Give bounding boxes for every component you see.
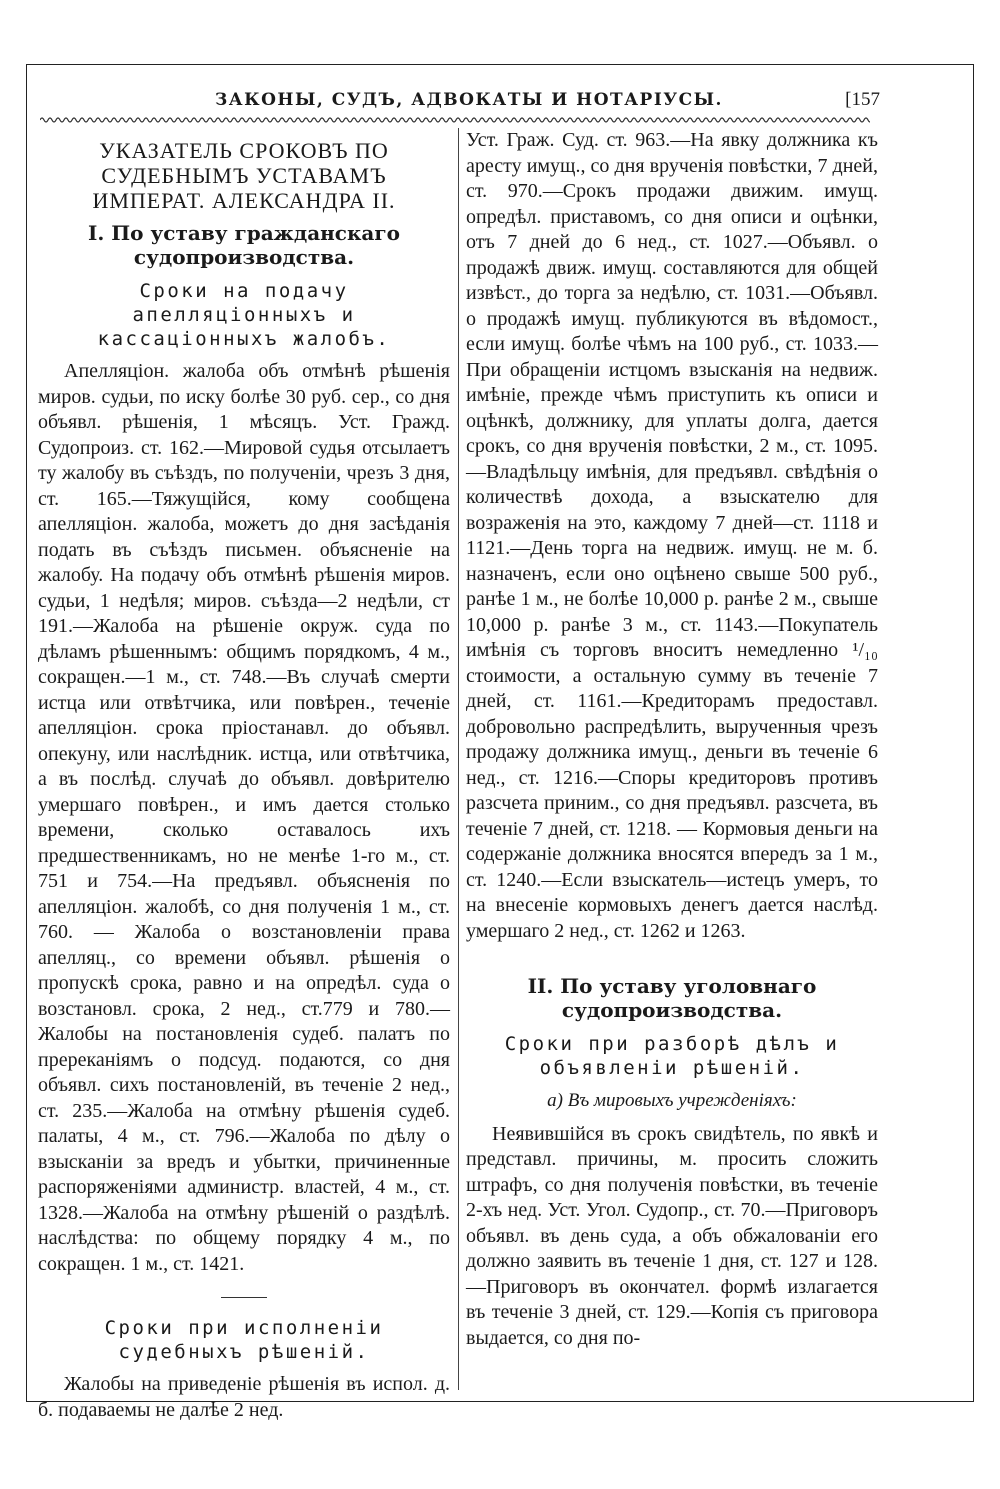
appeals-text: Апелляціон. жалоба объ отмѣнѣ рѣшенія миров. судьи, по иску болѣе 30 руб. сер., со дня объявл. рѣшенія, 1 мѣсяцъ. Уст. Гражд. Судопроиз. ст. 162.—Мировой судья отсылаетъ ту жалобу въ съѣздъ, по полученіи, чрезъ 3 дня, ст. 165.—Тяжущійся, кому сообщена апелляціон. жалоба, можетъ до дня засѣданія подать въ съѣздъ письмен. объясненіе на жалобу. На подачу объ отмѣнѣ рѣшенія миров. судьи, 1 недѣля; миров. съѣзда—2 недѣли, ст 191.—Жалоба на рѣшеніе окруж. суда по дѣламъ рѣшеннымъ: общимъ порядкомъ, 4 м., сокращен.—1 м., ст. 748.—Въ случаѣ смерти истца или отвѣтчика, или повѣрен., теченіе апелляціон. срока пріостанавл. до объявл. опекуну, или наслѣдник. истца, или отвѣтчика, а въ послѣд. случаѣ до объявл. довѣрителю умершаго повѣрен., и имъ дается столько времени, сколько оставалось ихъ предшественникамъ, но не менѣе 1-го м., ст. 751 и 754.—На предъявл. объясненія по апелляціон. жалобѣ, со дня полученія 1 м., ст. 760. — Жалоба о возстановленіи права апелляц., со времени объявл. рѣшенія о пропускѣ срока, равно и на опредѣл. суда о возстановл. срока, 2 нед., ст.779 и 780.—Жалобы на постановленія судеб. палатъ по пререканіямъ о подсуд. подаются, со дня объявл. сихъ постановленій, въ теченіе 2 нед., ст. 235.—Жалоба на отмѣну рѣшенія судеб. палаты, 4 м., ст. 796.—Жалоба по дѣлу о взысканіи за вредъ и убытки, причиненные распоряженіями администр. властей, 4 м., ст. 1328.—Жалоба на отмѣну рѣшеній о раздѣлѣ. наслѣдства: по общему порядку 4 м., по сокращен. 1 м., ст. 1421. (38, 360, 450, 1275)
section-separator (221, 1297, 267, 1298)
trial-heading: Сроки при разборѣ дѣлъ и объявленіи рѣшеній. (504, 1033, 840, 1079)
column-divider (458, 128, 459, 1390)
appeals-heading: Сроки на подачу апелляціонныхъ и кассаціонныхъ жалобъ. (97, 280, 391, 350)
main-title: УКАЗАТЕЛЬ СРОКОВЪ ПО СУДЕБНЫМЪ УСТАВАМЪ ИМПЕРАТ. АЛЕКСАНДРА II. (92, 138, 396, 213)
right-column (466, 128, 878, 1351)
wavy-rule (40, 114, 870, 126)
part-two-heading: II. По уставу уголовнаго судопроизводства. (527, 974, 817, 1022)
running-head (40, 90, 880, 116)
subsection-heading: а) Въ мировыхъ учрежденіяхъ: (547, 1090, 797, 1111)
trial-text: Неявившійся въ срокъ свидѣтель, по явкѣ и представл. причины, м. просить сложить штрафъ, со дня полученія повѣстки, въ теченіе 2-хъ нед. Уст. Угол. Судопр., ст. 70.—Приговоръ объявл. въ день суда, а объ обжалованіи его должно заявить въ теченіе 1 дня, ст. 127 и 128.—Приговоръ въ окончател. формѣ излагается въ теченіе 3 дней, ст. 129.—Копія съ приговора выдается, со дня по- (466, 1122, 878, 1349)
part-one-heading: I. По уставу гражданскаго судопроизводства. (88, 221, 400, 269)
left-column (38, 128, 450, 1423)
page-number: [157 (845, 89, 880, 110)
execution-heading: Сроки при исполненіи судебныхъ рѣшеній. (104, 1317, 384, 1363)
execution-text: Жалобы на приведеніе рѣшенія въ испол. д. б. подаваемы не далѣе 2 нед. (38, 1373, 450, 1421)
continued-text: Уст. Граж. Суд. ст. 963.—На явку должника къ аресту имущ., со дня врученія повѣстки, 7 дней, ст. 970.—Срокъ продажи движим. имущ. опредѣл. приставомъ, со дня описи и оцѣнки, отъ 7 дней до 6 нед., ст. 1027.—Объявл. о продажѣ движ. имущ. составляются для общей извѣст., до торга за недѣлю, ст. 1031.—Объявл. о продажѣ имущ. публикуются въ вѣдомост., если имущ. болѣе чѣмъ на 100 руб., ст. 1033.—При обращеніи истцомъ взысканія на недвиж. имѣніе, прежде чѣмъ приступить къ описи и оцѣнкѣ, должнику, для уплаты долга, дается срокъ, со дня врученія повѣстки, 2 м., ст. 1095.—Владѣльцу имѣнія, для предъявл. свѣдѣнія о количествѣ дохода, а взыскателю для возраженія на это, каждому 7 дней—ст. 1118 и 1121.—День торга на недвиж. имущ. не м. б. назначенъ, если оно оцѣнено свыше 500 руб., ранѣе 1 м., не болѣе 10,000 р. ранѣе 2 м., свыше 10,000 р. ранѣе 3 м., ст. 1143.—Покупатель имѣнія съ торговъ вноситъ немедленно ¹/₁₀ стоимости, а остальную сумму въ теченіе 7 дней, ст. 1161.—Кредиторамъ предоставл. добровольно распредѣлить, вырученныя чрезъ продажу должника имущ., деньги въ теченіе 6 нед., ст. 1216.—Споры кредиторовъ противъ разсчета приним., со дня предъявл. разсчета, въ теченіе 7 дней, ст. 1218. — Кормовыя деньги на содержаніе должника вносятся впередъ за 1 м., ст. 1240.—Если взыскатель—истецъ умеръ, то на внесеніе кормовыхъ денегъ дается наслѣд. умершаго 2 нед., ст. 1262 и 1263. (466, 129, 878, 942)
section-gap (466, 944, 878, 970)
running-head-title: ЗАКОНЫ, СУДЪ, АДВОКАТЫ И НОТАРІУСЫ. (215, 90, 723, 110)
